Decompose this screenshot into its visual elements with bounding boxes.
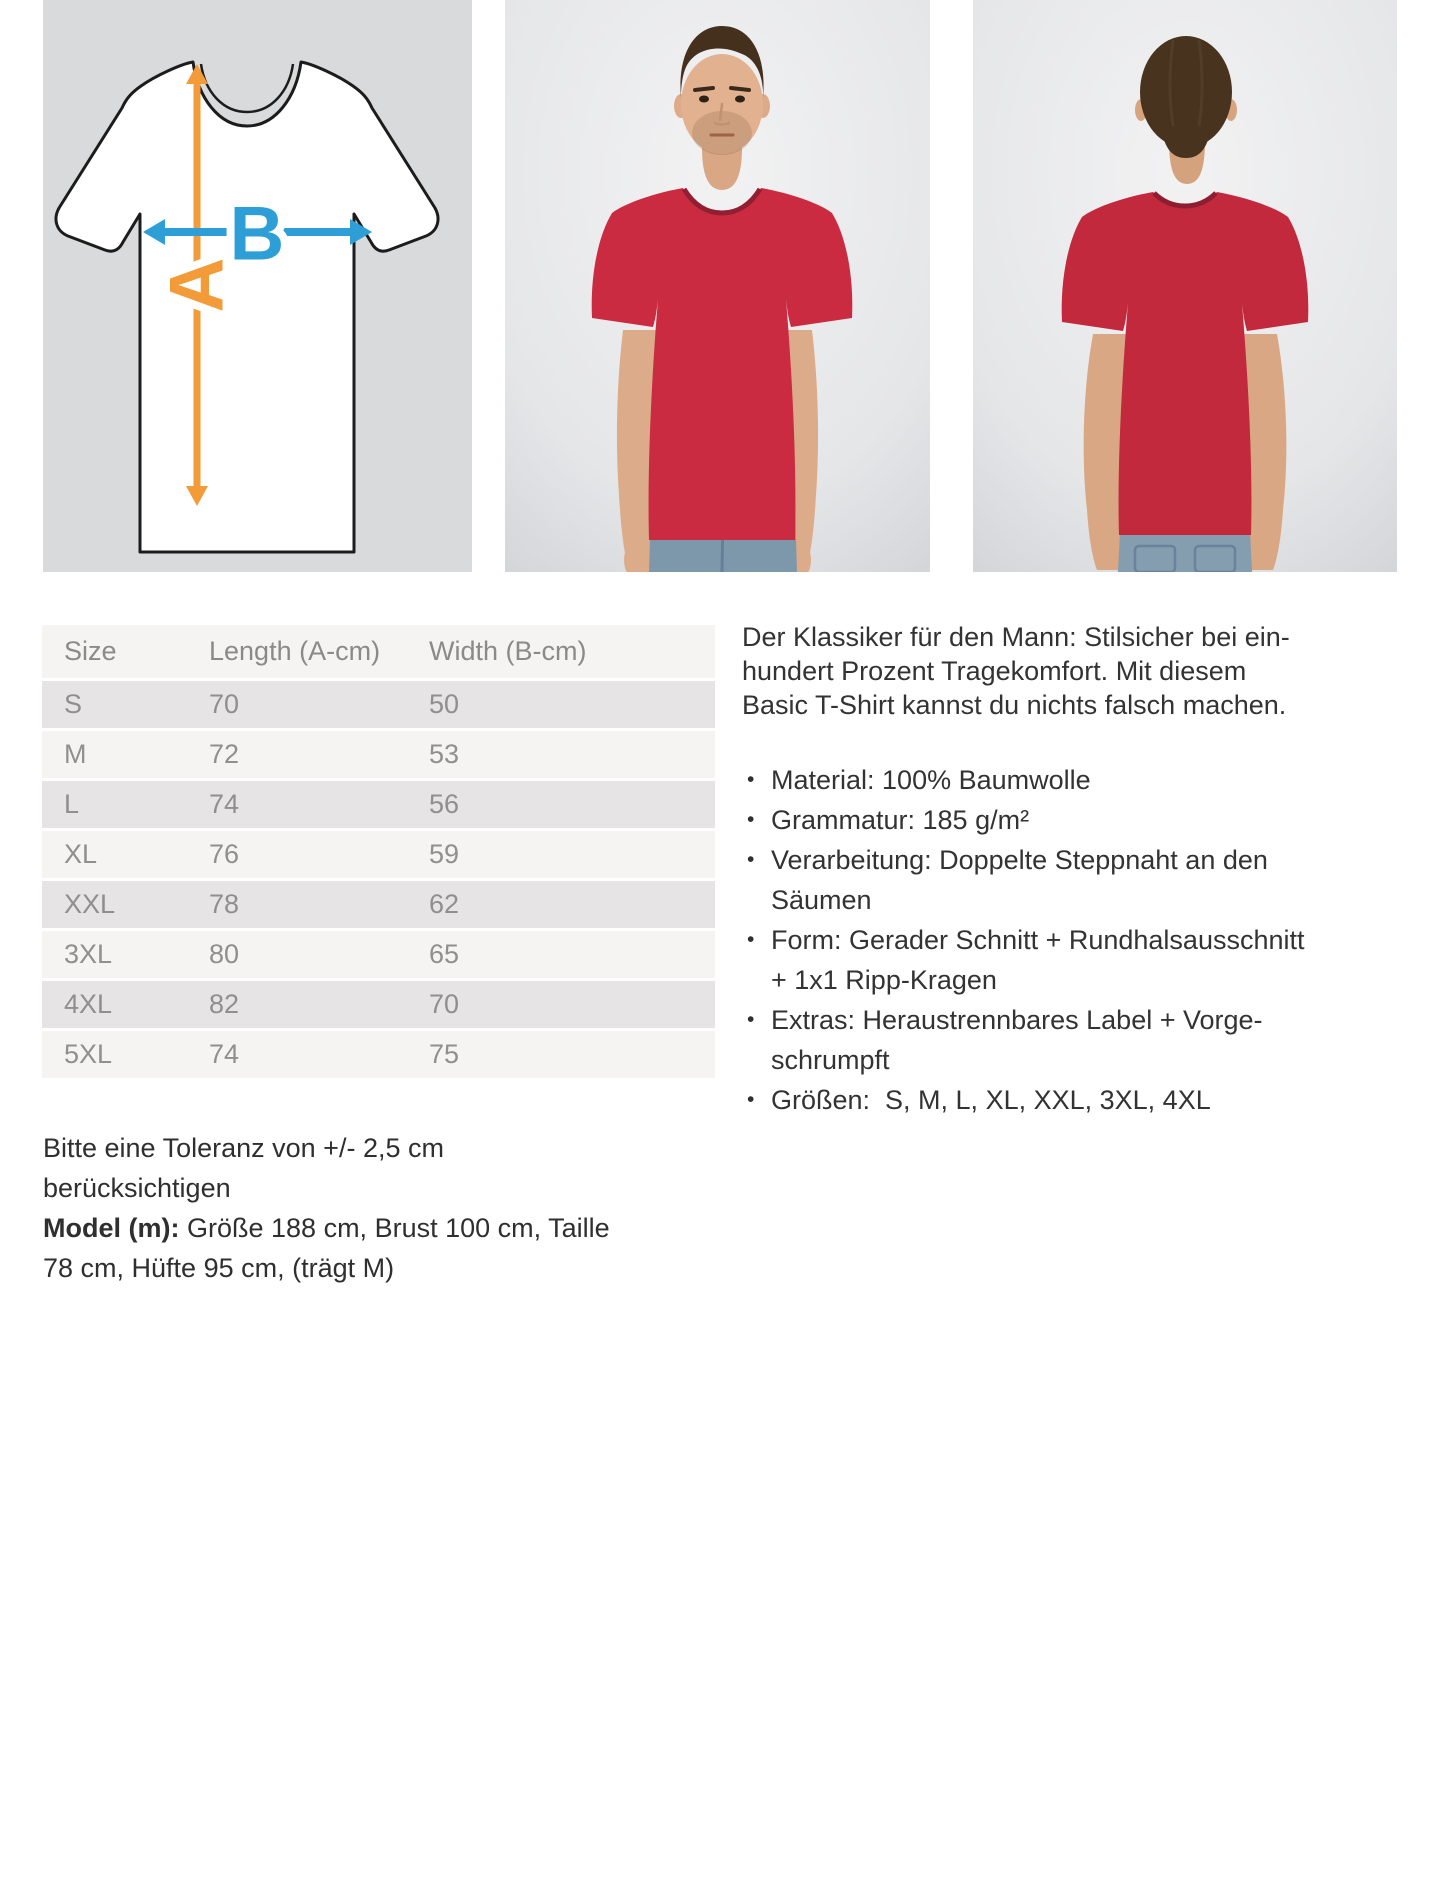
cell-length: 70 <box>187 681 407 728</box>
cell-width: 70 <box>407 981 715 1028</box>
cell-length: 78 <box>187 881 407 928</box>
model-note-line1: Größe 188 cm, Brust 100 cm, Taille <box>187 1213 610 1243</box>
size-notes <box>43 1128 633 1288</box>
table-row <box>42 1031 715 1078</box>
table-header-row <box>42 625 715 678</box>
column-header-length: Length (A-cm) <box>187 625 407 678</box>
cell-width: 75 <box>407 1031 715 1078</box>
tolerance-note: Bitte eine Toleranz von +/- 2,5 cm berücksichtigen <box>43 1133 444 1203</box>
model-back-photo <box>973 0 1397 572</box>
list-item-form: • Form: Gerader Schnitt + Rundhalsausschnitt + 1x1 Ripp-Kragen <box>742 920 1437 1000</box>
table-row <box>42 831 715 878</box>
cell-length: 74 <box>187 1031 407 1078</box>
bullet-icon: • <box>747 1088 755 1111</box>
table-row <box>42 981 715 1028</box>
cell-size: 3XL <box>42 931 187 978</box>
product-description <box>742 620 1437 1120</box>
cell-size: L <box>42 781 187 828</box>
size-table <box>42 622 715 1081</box>
model-note-line2: 78 cm, Hüfte 95 cm, (trägt M) <box>43 1253 395 1283</box>
cell-length: 80 <box>187 931 407 978</box>
bullet-icon: • <box>747 1008 755 1031</box>
cell-size: XL <box>42 831 187 878</box>
model-note <box>43 1208 633 1288</box>
table-row <box>42 681 715 728</box>
bullet-icon: • <box>747 808 755 831</box>
cell-size: M <box>42 731 187 778</box>
description-paragraph: Der Klassiker für den Mann: Stilsicher bei ein- hundert Prozent Tragekomfort. Mit diesem Basic T-Shirt kannst du nichts falsch machen. <box>742 622 1290 720</box>
column-header-size: Size <box>42 625 187 678</box>
cell-width: 59 <box>407 831 715 878</box>
cell-size: XXL <box>42 881 187 928</box>
cell-width: 53 <box>407 731 715 778</box>
list-item-material: • Material: 100% Baumwolle <box>742 760 1437 800</box>
list-item-grammatur: • Grammatur: 185 g/m² <box>742 800 1437 840</box>
table-row <box>42 931 715 978</box>
cell-length: 74 <box>187 781 407 828</box>
feature-list <box>742 760 1437 1120</box>
bullet-icon: • <box>747 848 755 871</box>
cell-width: 62 <box>407 881 715 928</box>
table-row <box>42 881 715 928</box>
cell-width: 65 <box>407 931 715 978</box>
cell-size: 4XL <box>42 981 187 1028</box>
tshirt-measurement-diagram <box>43 0 472 572</box>
size-diagram-image <box>43 0 472 572</box>
list-item-groessen: • Größen: S, M, L, XL, XXL, 3XL, 4XL <box>742 1080 1437 1120</box>
right-eye <box>735 96 745 103</box>
label-a: A <box>154 257 240 313</box>
cell-width: 50 <box>407 681 715 728</box>
cell-length: 82 <box>187 981 407 1028</box>
cell-size: S <box>42 681 187 728</box>
column-header-width: Width (B-cm) <box>407 625 715 678</box>
bullet-icon: • <box>747 928 755 951</box>
left-eye <box>699 96 709 103</box>
model-front-illustration <box>505 0 930 572</box>
model-back-illustration <box>973 0 1397 572</box>
table-row <box>42 731 715 778</box>
cell-length: 72 <box>187 731 407 778</box>
bullet-icon: • <box>747 768 755 791</box>
beard-stubble <box>692 111 752 155</box>
model-front-photo <box>505 0 930 572</box>
hair-back <box>1140 36 1232 148</box>
list-item-verarbeitung: • Verarbeitung: Doppelte Steppnaht an den Säumen <box>742 840 1437 920</box>
list-item-extras: • Extras: Heraustrennbares Label + Vorge- schrumpft <box>742 1000 1437 1080</box>
cell-width: 56 <box>407 781 715 828</box>
cell-length: 76 <box>187 831 407 878</box>
cell-size: 5XL <box>42 1031 187 1078</box>
model-note-label: Model (m): <box>43 1213 180 1243</box>
table-row <box>42 781 715 828</box>
label-b: B <box>229 191 285 277</box>
